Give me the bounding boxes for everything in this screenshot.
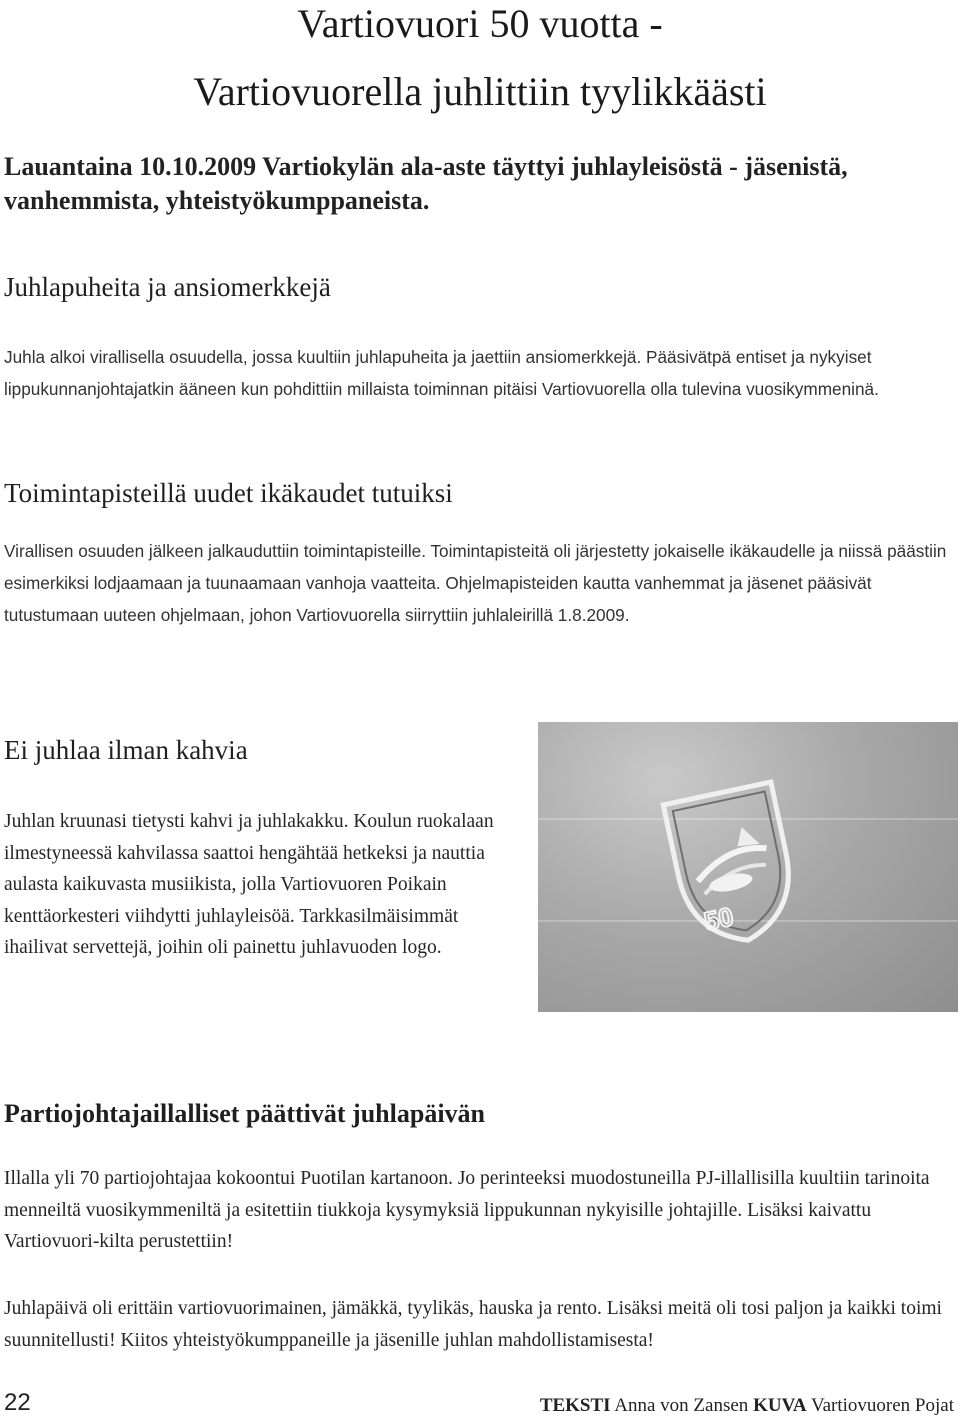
page-title-line-1: Vartiovuori 50 vuotta - — [297, 1, 663, 46]
section-body-activity-points: Virallisen osuuden jälkeen jalkauduttiin toimintapisteille. Toimintapisteitä oli järjestetty jokaiselle ikäkaudelle ja niissä päästiin esimerkiksi lodjaamaan ja tuunaamaan vanhoja vaatteita. Ohjelmapisteiden kautta vanhemmat ja jäsenet pääsivät tutustumaan uuteen ohjelmaan, johon Vartiovuorella siirryttiin juhlaleirillä 1.8.2009. — [4, 541, 947, 625]
section-body-coffee: Juhlan kruunasi tietysti kahvi ja juhlakakku. Koulun ruokalaan ilmestyneessä kahvilassa saattoi hengähtää hetkeksi ja nauttia aulasta kaikuvasta musiikista, jolla Vartiovuoren Poikain kenttäorkesteri viihdytti juhlayleisöä. Tarkkasilmäisimmät ihailivat servettejä, joihin oli painettu juhlavuoden logo. — [4, 811, 494, 958]
credits — [540, 1392, 954, 1420]
section-heading-coffee: Ei juhlaa ilman kahvia — [4, 735, 248, 765]
section-heading-activity-points: Toimintapisteillä uudet ikäkaudet tutuiksi — [4, 478, 453, 508]
logo-number: 50 — [701, 901, 736, 937]
napkin-photo — [538, 722, 958, 1012]
section-body-leaders-dinner: Illalla yli 70 partiojohtajaa kokoontui Puotilan kartanoon. Jo perinteeksi muodostuneilla PJ-illallisilla kuultiin tarinoita menneiltä vuosikymmeniltä ja esitettiin tiukkoja kysymyksiä lippukunnan nykyisille johtajille. Lisäksi kaivattu Vartiovuori-kilta perustettiin! — [4, 1168, 930, 1252]
lead-paragraph: Lauantaina 10.10.2009 Vartiokylän ala-aste täyttyi juhlayleisöstä - jäsenistä, vanhemmista, yhteistyökumppaneista. — [4, 152, 848, 215]
section-heading-speeches: Juhlapuheita ja ansiomerkkejä — [4, 272, 331, 302]
anniversary-logo-icon — [636, 764, 826, 954]
section-body-speeches: Juhla alkoi virallisella osuudella, jossa kuultiin juhlapuheita ja jaettiin ansiomerkkejä. Pääsivätpä entiset ja nykyiset lippukunnanjohtajatkin ääneen kun pohdittiin millaista toiminnan pitäisi Vartiovuorella olla tulevina vuosikymmeninä. — [4, 347, 879, 399]
page-number: 22 — [4, 1389, 31, 1416]
page-title-line-2: Vartiovuorella juhlittiin tyylikkäästi — [193, 69, 767, 114]
credit-photo-label: KUVA — [753, 1395, 807, 1416]
credit-photo-author: Vartiovuoren Pojat — [810, 1395, 954, 1416]
credit-text-label: TEKSTI — [539, 1395, 611, 1416]
credit-text-author: Anna von Zansen — [614, 1395, 749, 1416]
section-heading-leaders-dinner: Partiojohtajaillalliset päättivät juhlapäivän — [4, 1099, 485, 1128]
section-body-closing: Juhlapäivä oli erittäin vartiovuorimainen, jämäkkä, tyylikäs, hauska ja rento. Lisäksi meitä oli tosi paljon ja kaikki toimi suunnitellusti! Kiitos yhteistyökumppaneille ja jäsenille juhlan mahdollistamisesta! — [4, 1298, 942, 1351]
